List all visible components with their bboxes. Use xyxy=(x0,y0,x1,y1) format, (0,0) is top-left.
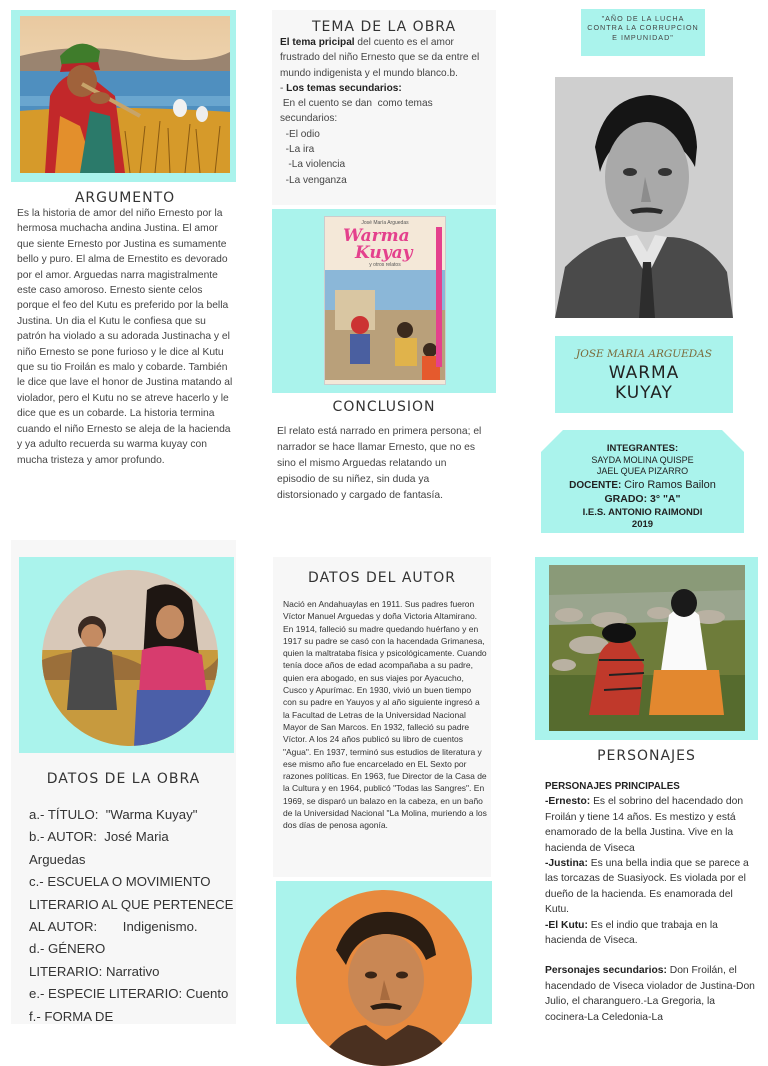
ernesto-text: Es el sobrino del hacendado don Froilán y tiene 14 años. Es mestizo y está enamorado de la bella Justina. Vive en la hacienda de Viseca xyxy=(545,796,744,854)
cover-title-2: KUYAY xyxy=(615,383,673,403)
datos-obra-title: DATOS DE LA OBRA xyxy=(46,771,201,787)
integrantes-member: SAYDA MOLINA QUISPE xyxy=(591,455,694,465)
tema-secundarios-label: Los temas secundarios: xyxy=(286,82,402,94)
personajes-title: PERSONAJES xyxy=(597,748,696,764)
secundarios-label: Personajes secundarios: xyxy=(545,965,667,977)
cover-title-1: WARMA xyxy=(608,363,680,383)
cover-author: JOSE MARIA ARGUEDAS xyxy=(576,348,712,360)
tema-item: -La ira xyxy=(280,144,315,156)
datos-obra-line: a.- TÍTULO: "Warma Kuyay" xyxy=(29,807,198,822)
datos-obra-list xyxy=(29,804,239,1028)
datos-obra-line: e.- ESPECIE LITERARIO: Cuento xyxy=(29,986,229,1002)
book-spine-stripe xyxy=(436,227,442,367)
year-text: 2019 xyxy=(631,519,654,530)
kutu-label: -El Kutu: xyxy=(545,919,588,931)
docente-name: Ciro Ramos Bailon xyxy=(624,479,716,491)
book-cover-image xyxy=(324,216,446,385)
integrantes-label: INTEGRANTES: xyxy=(606,443,679,454)
author-portrait-circle xyxy=(296,890,472,1066)
characters-photo xyxy=(549,565,745,731)
tema-item: -La venganza xyxy=(280,174,347,186)
secundarios-text: Don Froilán, el hacendado de Viseca violador de Justina-Don Julio, el charanguero.-La Gregoria, la cocinera-La Celedonia-La xyxy=(545,965,755,1023)
tema-secundarios-intro: En el cuento se dan como temas secundarios: xyxy=(280,98,436,125)
grado-text: GRADO: 3° "A" xyxy=(604,493,681,505)
book-illustration xyxy=(325,270,445,380)
flute-player-painting xyxy=(20,16,230,173)
tema-item: -La violencia xyxy=(280,159,346,171)
tema-principal-text: del cuento es el amor frustrado del niño Ernesto que se da entre el mundo indigenista y el mundo blanco.b. xyxy=(280,37,480,79)
datos-obra-line: d.- GÉNERO xyxy=(29,941,106,957)
datos-autor-text: Nació en Andahuaylas en 1911. Sus padres fueron Víctor Manuel Arguedas y doña Victoria Altamirano. En 1914, falleció su madre quedando huérfano y en 1917 su padre se casó con la hacendada Grimanesa, quien la maltrataba física y psicológicamente. Cuando tenía doce años de edad acompañaba a su padre, quien era abogado, en sus viajes por Ayacucho, Cusco y Apurímac. En 1930, vivió un buen tiempo con su padre en Yauyos y al año siguiente ingresó a la Facultad de Letras de la Universidad Nacional Mayor de San Marcos. En 1932, falleció su padre Víctor. A los 24 años publicó su libro de cuentos "Agua". En 1937, terminó sus estudios de literatura y ese mismo año fue encarcelado en EL Sexto por razones políticas. En 1963, fue Director de la Casa de la Cultura y en 1964, publicó "Todas las Sangres". En 1969, se disparó un balazo en la cabeza, en un baño de la Universidad Nacional "La Molina, muriendo a los dos días de penosa agonía. xyxy=(283,599,487,831)
ernesto-label: -Ernesto: xyxy=(545,796,591,808)
school-name: I.E.S. ANTONIO RAIMONDI xyxy=(582,507,703,518)
book-author: José María Arguedas xyxy=(361,220,409,226)
personajes-principales-label: PERSONAJES PRINCIPALES xyxy=(545,781,680,792)
personajes-content xyxy=(545,779,755,1025)
datos-autor-title: DATOS DEL AUTOR xyxy=(308,570,456,586)
datos-obra-line: f.- FORMA DE xyxy=(29,1008,114,1024)
tema-title: TEMA DE LA OBRA xyxy=(311,19,457,35)
justina-label: -Justina: xyxy=(545,858,588,870)
couple-painting xyxy=(42,570,218,746)
conclusion-text: El relato está narrado en primera persona; el narrador se hace llamar Ernesto, que no es sino el mismo Arguedas relatando un episodio de su niñez, sin duda ya distorsionado y cargado de fantasía. xyxy=(277,426,482,501)
integrantes-content xyxy=(541,443,744,530)
tema-item: -El odio xyxy=(280,128,320,140)
argumento-text: Es la historia de amor del niño Ernesto por la hermosa muchacha andina Justina. El amor que siente Ernesto por Justina es sumamente bello y puro. El alma de Ernestito es devorado por el amor. Arguedas narra magistralmente este caso amoroso. Ernesto siente celos porque el feo del Kutu es preferido por la bella Justina. Un dia el Kutu le confiesa que su patrón ha violado a su adorada Justinacha y el niño Ernesto se pone furioso y le dice al Kutu que su tio Froilán es malo y cobarde. También le dice que lave el honor de Justina matando al violador, pero el Kutu no se atreve hacerlo y le dice que es un cobarde. La historia termina cuando el niño Ernesto se aleja de la hacienda y ya adulto recuerda su warma kuyay con mucha tristeza y amor profundo. xyxy=(17,208,233,466)
tema-secundarios-prefix: - xyxy=(280,82,287,94)
tema-principal-label: El tema pricipal xyxy=(280,37,355,48)
integrantes-member: JAEL QUEA PIZARRO xyxy=(596,466,689,476)
book-title-1: Warma xyxy=(343,226,410,246)
datos-obra-line: Arguedas xyxy=(29,851,86,867)
motto-text: "AÑO DE LA LUCHA CONTRA LA CORRUPCION E IMPUNIDAD" xyxy=(587,14,699,42)
datos-obra-line: AL AUTOR: Indigenismo. xyxy=(29,919,198,935)
datos-obra-line: b.- AUTOR: José Maria xyxy=(29,829,169,845)
tema-content xyxy=(280,35,492,188)
docente-label: DOCENTE: xyxy=(569,480,625,491)
datos-obra-line: LITERARIO AL QUE PERTENECE xyxy=(29,896,234,912)
book-subtitle: y otros relatos xyxy=(369,262,401,268)
kutu-text: Es el indio que trabaja en la hacienda de Viseca. xyxy=(545,919,718,947)
book-title-2: Kuyay xyxy=(355,243,413,263)
datos-obra-line: c.- ESCUELA O MOVIMIENTO xyxy=(29,874,211,890)
justina-text: Es una bella india que se parece a las torcazas de Suasiyock. Es violada por el dueño de la hacienda. Es enamorada del Kutu. xyxy=(545,858,749,916)
conclusion-title: CONCLUSION xyxy=(332,399,436,415)
datos-obra-line: LITERARIO: Narrativo xyxy=(29,963,160,979)
argumento-title: ARGUMENTO xyxy=(74,190,176,206)
author-portrait xyxy=(555,77,733,318)
